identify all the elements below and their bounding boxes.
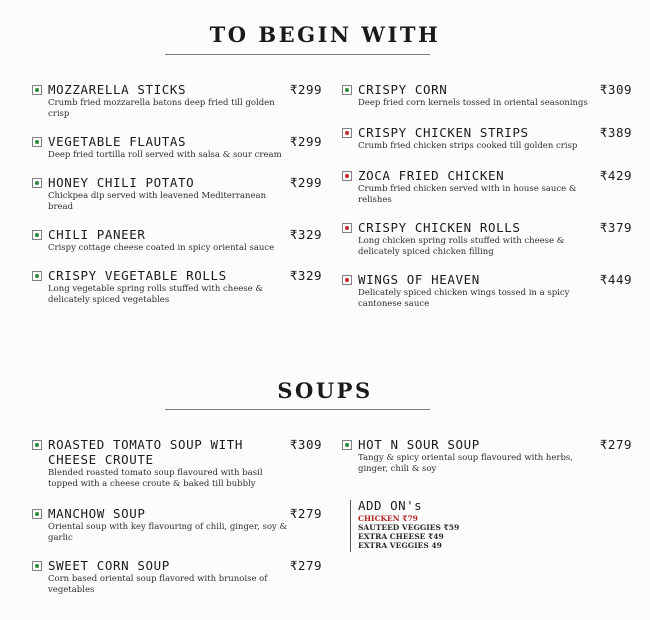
addon-item: SAUTEED VEGGIES ₹59 <box>358 523 460 532</box>
nonveg-indicator-icon <box>342 223 352 233</box>
item-description: Chickpea dip served with leavened Mediterranean bread <box>48 191 267 212</box>
item-description: Long chicken spring rolls stuffed with cheese & delicately spiced chicken filling <box>358 236 565 257</box>
veg-indicator-icon <box>32 440 42 450</box>
item-description: Deep fried tortilla roll served with salsa & sour cream <box>48 150 282 160</box>
item-price: ₹379 <box>599 220 632 235</box>
item-price: ₹429 <box>599 168 632 183</box>
item-price: ₹299 <box>289 134 322 149</box>
item-description: Crumb fried chicken served with in house sauce & relishes <box>358 184 577 205</box>
addon-item: EXTRA CHEESE ₹49 <box>358 532 444 541</box>
item-description: Delicately spiced chicken wings tossed in a spicy cantonese sauce <box>358 288 570 309</box>
item-price: ₹299 <box>289 175 322 190</box>
section-title-soups: SOUPS <box>277 378 373 403</box>
item-name: SWEET CORN SOUP <box>48 558 170 573</box>
item-name: CRISPY VEGETABLE ROLLS <box>48 268 227 283</box>
veg-indicator-icon <box>32 509 42 519</box>
addon-item: EXTRA VEGGIES 49 <box>358 541 442 550</box>
addon-divider <box>350 500 351 552</box>
item-price: ₹279 <box>289 506 322 521</box>
veg-indicator-icon <box>342 85 352 95</box>
item-description: Corn based oriental soup flavored with brunoise of vegetables <box>48 574 268 595</box>
item-description: Blended roasted tomato soup flavoured with basil topped with a cheese croute & baked till bubbly <box>48 468 263 489</box>
item-price: ₹299 <box>289 82 322 97</box>
item-price: ₹449 <box>599 272 632 287</box>
item-name: MOZZARELLA STICKS <box>48 82 187 97</box>
item-price: ₹279 <box>289 558 322 573</box>
item-description: Long vegetable spring rolls stuffed with cheese & delicately spiced vegetables <box>48 284 263 305</box>
item-description: Crumb fried mozzarella batons deep fried till golden crisp <box>48 98 275 119</box>
item-description: Deep fried corn kernels tossed in oriental seasonings <box>358 98 588 108</box>
item-description: Oriental soup with key flavouring of chili, ginger, soy & garlic <box>48 522 288 543</box>
item-name: HOT N SOUR SOUP <box>358 437 480 452</box>
veg-indicator-icon <box>32 271 42 281</box>
item-price: ₹309 <box>289 437 322 452</box>
nonveg-indicator-icon <box>342 171 352 181</box>
item-description: Crumb fried chicken strips cooked till golden crisp <box>358 141 578 151</box>
item-name: ROASTED TOMATO SOUP WITH CHEESE CROUTE <box>48 437 244 467</box>
item-price: ₹309 <box>599 82 632 97</box>
veg-indicator-icon <box>342 440 352 450</box>
section-divider-begin <box>165 54 430 55</box>
veg-indicator-icon <box>32 137 42 147</box>
item-price: ₹329 <box>289 268 322 283</box>
item-name: CRISPY CHICKEN ROLLS <box>358 220 521 235</box>
section-divider-soups <box>165 409 430 410</box>
item-name: HONEY CHILI POTATO <box>48 175 195 190</box>
addon-title: ADD ON's <box>358 498 423 513</box>
addon-item: CHICKEN ₹79 <box>358 514 418 523</box>
nonveg-indicator-icon <box>342 128 352 138</box>
item-description: Crispy cottage cheese coated in spicy oriental sauce <box>48 243 275 253</box>
veg-indicator-icon <box>32 561 42 571</box>
item-name: WINGS OF HEAVEN <box>358 272 480 287</box>
veg-indicator-icon <box>32 230 42 240</box>
veg-indicator-icon <box>32 178 42 188</box>
nonveg-indicator-icon <box>342 275 352 285</box>
item-name: ZOCA FRIED CHICKEN <box>358 168 505 183</box>
item-name: CRISPY CHICKEN STRIPS <box>358 125 529 140</box>
addon-list <box>358 514 558 550</box>
item-name: CHILI PANEER <box>48 227 146 242</box>
item-name: MANCHOW SOUP <box>48 506 146 521</box>
item-name: VEGETABLE FLAUTAS <box>48 134 187 149</box>
item-price: ₹389 <box>599 125 632 140</box>
item-price: ₹279 <box>599 437 632 452</box>
item-name: CRISPY CORN <box>358 82 448 97</box>
section-title-begin: TO BEGIN WITH <box>209 22 441 47</box>
veg-indicator-icon <box>32 85 42 95</box>
item-price: ₹329 <box>289 227 322 242</box>
item-description: Tangy & spicy oriental soup flavoured with herbs, ginger, chili & soy <box>358 453 573 474</box>
